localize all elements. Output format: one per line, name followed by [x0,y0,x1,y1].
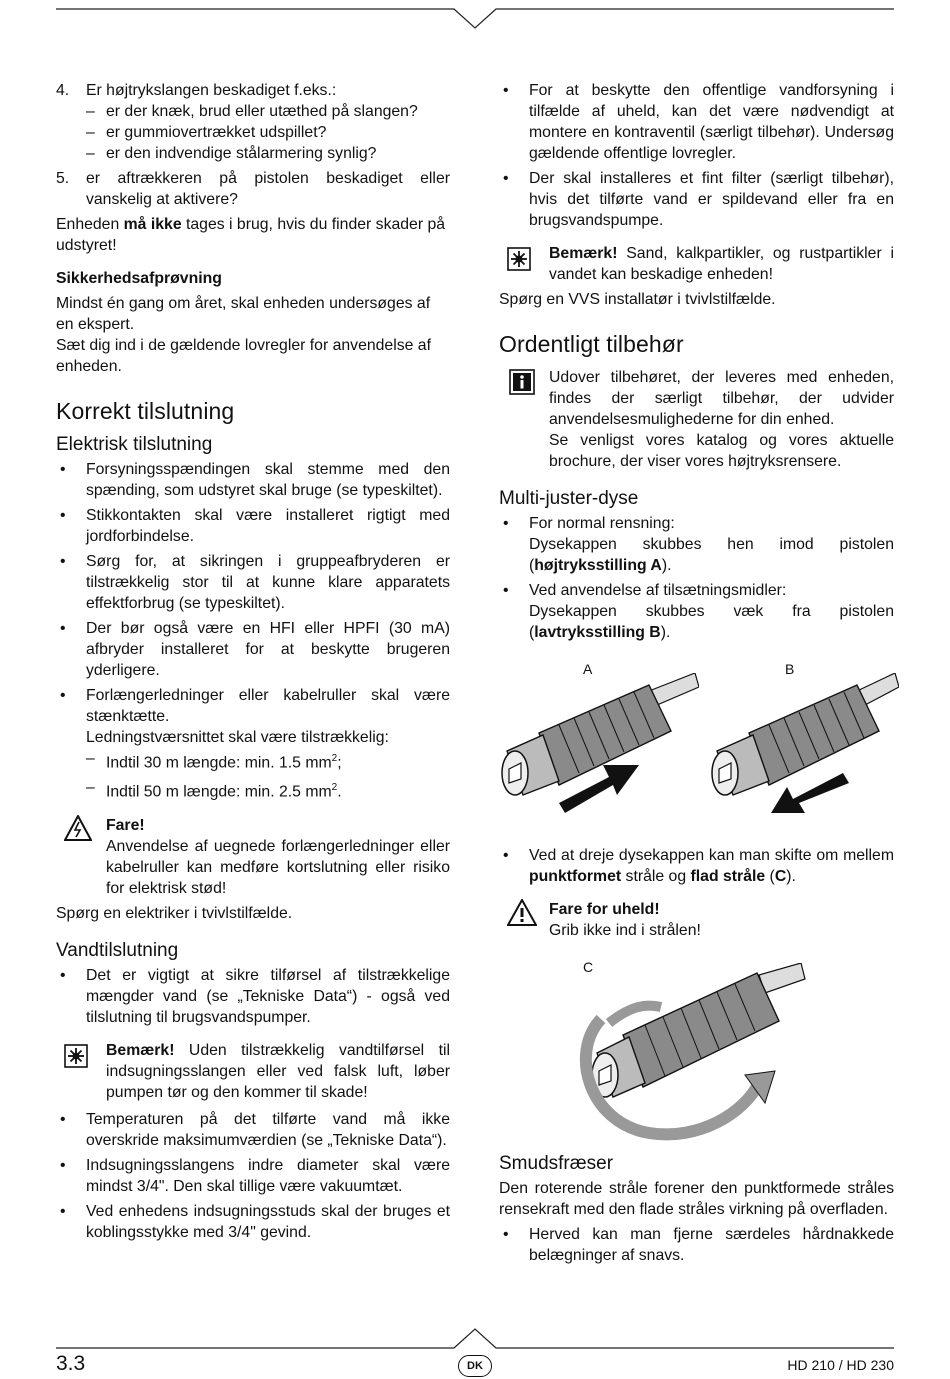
electric-item: • Sørg for, at sikringen i gruppeafbryderen er tilstrækkelig stor til at kunne klare apparatets effektforbrug (se typeskiltet). [60,553,450,612]
nozzle-rotate-illustration [579,963,809,1143]
info-icon [509,369,535,395]
figure-label-b: B [785,661,795,677]
electric-item: • Der bør også være en HFI eller HPFI (30 mA) afbryder installeret for at beskytte brugeren yderligere. [60,620,450,679]
electric-heading: Elektrisk tilslutning [56,434,213,455]
language-badge: DK [458,1355,492,1377]
check-sub-item: – er gummiovertrækket udspillet? [86,124,327,141]
multi-item: • Ved anvendelse af tilsætningsmidler: Dysekappen skubbes væk fra pistolen (lavtryksstilling B). [503,582,894,641]
model-name: HD 210 / HD 230 [787,1357,894,1373]
water-item: • Det er vigtigt at sikre tilførsel af tilstrækkelige mængder vand (se „Tekniske Data“) - også ved tilslutning til brugsvandspumper. [60,966,450,1026]
safety-heading: Sikkerhedsafprøvning [56,270,222,287]
danger-note: Fare! Anvendelse af uegnede forlængerledninger eller kabelruller kan medføre kortslutning eller risiko for elektrisk stød! [56,815,450,899]
page-number: 3.3 [56,1352,86,1375]
multi-nozzle-heading: Multi-juster-dyse [499,488,639,509]
check-sub-item: – er der knæk, brud eller utæthed på slangen? [86,103,418,120]
water-item: • Ved enhedens indsugningsstuds skal der bruges et koblingsstykke med 3/4" gevind. [60,1202,450,1241]
damage-warning: Enheden må ikke tages i brug, hvis du finder skader på udstyret! [56,216,446,254]
water-item: • For at beskytte den offentlige vandforsyning i tilfælde af uheld, kan det være nødvendigt at montere en kontraventil (særligt tilbehør). Undersøg gældende offentlige lovregler. [503,82,894,162]
electric-item: • Forsyningsspændingen skal stemme med den spænding, som udstyret skal bruge (se typeskiltet). [60,461,450,499]
accident-warning: Fare for uheld! Grib ikke ind i strålen! [499,899,894,941]
check-item-4: 4. Er højtrykslangen beskadiget f.eks.: [56,82,337,99]
accessories-info: Udover tilbehøret, der leveres med enheden, findes der særligt tilbehør, der udvider anvendelsesmulighederne for din enhed. Se venligst vores katalog og vores aktuelle brochure, der viser vores højtryksrensere. [499,367,894,472]
nozzle-figure-c [499,957,894,1147]
water-heading: Vandtilslutning [56,939,179,961]
electric-item: • Stikkontakten skal være installeret rigtigt med jordforbindelse. [60,507,450,545]
cable-intro: Ledningstværsnittet skal være tilstrækkelig: [86,729,389,746]
cable-item: – Indtil 50 m længde: min. 2.5 $mm^2$. [86,779,342,801]
footer-rule [56,1326,894,1352]
check-item-5: 5. er aftrækkeren på pistolen beskadiget eller vanskelig at aktivere? [56,170,450,208]
right-column [499,80,894,1266]
dirt-item: • Herved kan man fjerne særdeles hårdnakkede belægninger af snavs. [503,1226,894,1264]
nozzle-high-pressure-illustration [499,673,699,823]
dirt-blaster-heading: Smudsfræser [499,1153,614,1174]
accessories-heading: Ordentligt tilbehør [499,331,684,357]
nozzle-low-pressure-illustration [709,673,899,823]
check-sub-item: – er den indvendige stålarmering synlig? [86,145,377,162]
safety-text-2: Sæt dig ind i de gældende lovregler for anvendelse af enheden. [56,337,431,375]
water-item: • Temperaturen på det tilførte vand må ikke overskride maksimumværdien (se „Tekniske Data“). [60,1110,450,1149]
nozzle-figure-ab [499,659,894,839]
safety-text-1: Mindst én gang om året, skal enheden undersøges af en ekspert. [56,295,431,333]
dirt-blaster-text: Den roterende stråle forener den punktformede stråles rensekraft med den flade stråles virkning på overfladen. [499,1180,894,1218]
sand-note: Bemærk! Sand, kalkpartikler, og rustpartikler i vandet kan beskadige enheden! [499,243,894,285]
note-icon [507,247,531,271]
electrician-text: Spørg en elektriker i tvivlstilfælde. [56,904,293,922]
electric-hazard-icon [64,815,92,841]
water-item: • Indsugningsslangens indre diameter skal være mindst 3/4". Den skal tillige være vakuumtæt. [60,1156,450,1195]
electric-item: • Forlængerledninger eller kabelruller skal være stænktætte. [60,687,450,725]
plumber-text: Spørg en VVS installatør i tvivlstilfælde. [499,291,776,308]
water-item: • Der skal installeres et fint filter (særligt tilbehør), hvis det tilførte vand er spildevand eller fra en brugsvandspumpe. [503,170,894,229]
figure-label-a: A [583,661,593,677]
turn-item: • Ved at dreje dysekappen kan man skifte om mellem punktformet stråle og flad stråle (C). [503,847,894,885]
left-column [56,80,450,1243]
note-icon [64,1044,88,1068]
multi-item: • For normal rensning: Dysekappen skubbes hen imod pistolen (højtryksstilling A). [503,515,894,574]
header-rule [56,0,894,30]
warning-icon [507,899,537,926]
connection-heading: Korrekt tilslutning [56,398,235,424]
cable-item: – Indtil 30 m længde: min. 1.5 $mm^2$; [86,750,342,772]
water-note: Bemærk! Uden tilstrækkelig vandtilførsel til indsugningsslangen eller ved falsk luft, løber pumpen tør og den kommer til skade! [56,1040,450,1103]
figure-label-c: C [583,959,594,975]
